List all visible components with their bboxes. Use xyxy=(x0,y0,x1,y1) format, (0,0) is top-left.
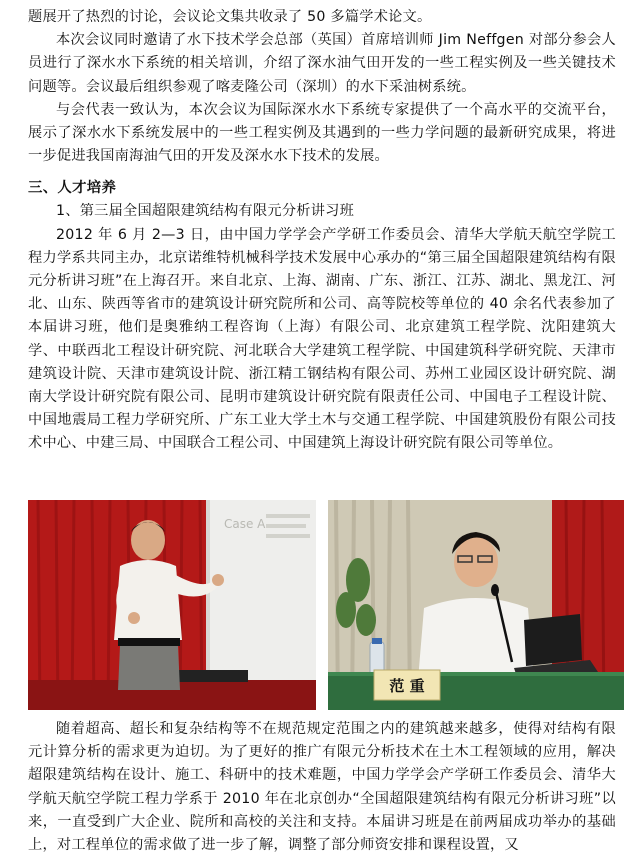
top-text-block xyxy=(28,6,616,456)
photo-lecturer-seated xyxy=(328,500,624,710)
paragraph-course: 2012 年 6 月 2—3 日，由中国力学学会产学研工作委员会、清华大学航天航空学院工程力学系共同主办，北京诺维特机械科学技术发展中心承办的“第三届全国超限建筑结构有限元分析讲习班”在上海召开。来自北京、上海、湖南、广东、浙江、江苏、湖北、黑龙江、河北、山东、陕西等省市的建筑设计研究院所和公司、高等院校等单位的 40 余名代表参加了本届讲习班，他们是奥雅纳工程咨询（上海）有限公司、北京建筑工程学院、沈阳建筑大学、中联西北工程设计研究院、河北联合大学建筑工程学院、中国建筑科学研究院、天津市建筑设计院、天津市建筑设计院、浙江精工钢结构有限公司、苏州工业园区设计研究院、湖南大学设计研究院有限公司、昆明市建筑设计研究院有限责任公司、中国电子工程设计院、中国地震局工程力学研究所、广东工业大学土木与交通工程学院、中国建筑股份有限公司技术中心、中建三局、中国联合工程公司、中国建筑上海设计研究院有限公司等单位。 xyxy=(28,226,616,452)
photo-lecturer-presenting xyxy=(28,500,316,710)
nameplate-text: 范 重 xyxy=(389,677,425,695)
photo-row xyxy=(28,500,612,710)
section-heading: 三、人才培养 xyxy=(28,180,117,197)
screen-slide-title: Case A xyxy=(224,517,266,531)
course-subheading: 1、第三届全国超限建筑结构有限元分析讲习班 xyxy=(56,203,355,220)
paragraph-consensus: 与会代表一致认为，本次会议为国际深水水下系统专家提供了一个高水平的交流平台，展示了深水水下系统发展中的一些工程实例及其遇到的一些力学问题的最新研究成果，将进一步促进我国南海油气田的开发及深水水下技术的发展。 xyxy=(28,101,616,165)
paragraph-continuation: 题展开了热烈的讨论，会议论文集共收录了 50 多篇学术论文。 xyxy=(28,9,432,25)
lecturer-photo-illustration xyxy=(28,500,316,710)
bottom-text-block xyxy=(28,718,616,857)
paragraph-training: 本次会议同时邀请了水下技术学会总部（英国）首席培训师 Jim Neffgen 对部分参会人员进行了深水水下系统的相关培训，介绍了深水油气田开发的一些工程实例及一些关键技术问题等。会议最后组织参观了喀麦隆公司（深圳）的水下采油树系统。 xyxy=(28,32,616,95)
seated-lecturer-illustration xyxy=(328,500,624,710)
paragraph-background: 随着超高、超长和复杂结构等不在规范规定范围之内的建筑越来越多，使得对结构有限元计算分析的需求更为迫切。为了更好的推广有限元分析技术在土木工程领域的应用，解决超限建筑结构在设计、施工、科研中的技术难题，中国力学学会产学研工作委员会、清华大学航天航空学院工程力学系于 2010 年在北京创办“全国超限建筑结构有限元分析讲习班”以来，一直受到广大企业、院所和高校的关注和支持。本届讲习班是在前两届成功举办的基础上，对工程单位的需求做了进一步了解，调整了部分师资安排和课程设置，又 xyxy=(28,721,616,854)
